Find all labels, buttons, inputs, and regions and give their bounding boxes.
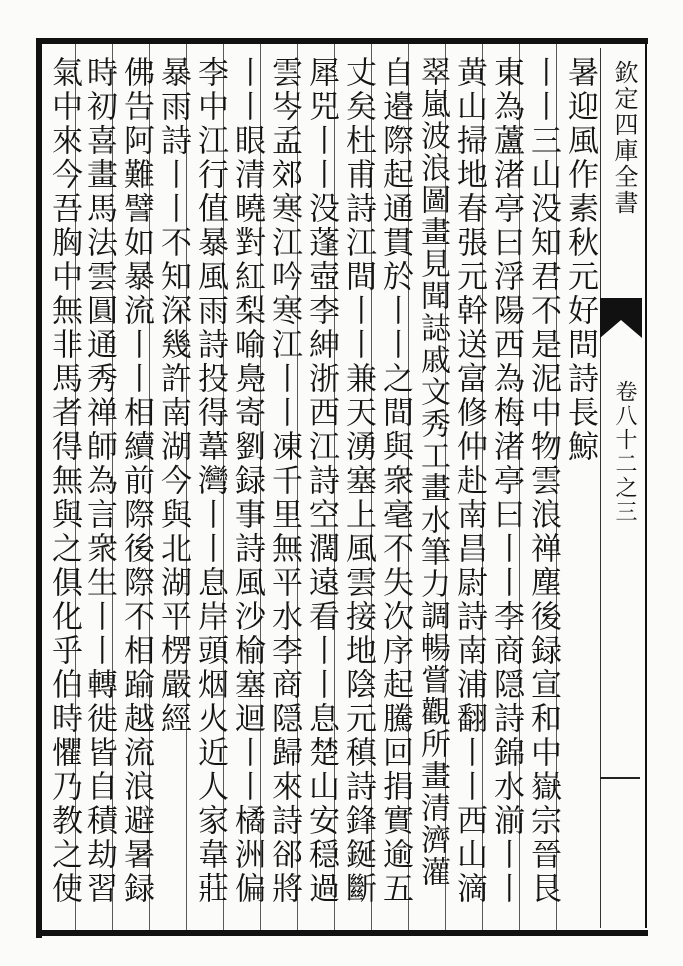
book-title: 欽定四庫全書: [610, 60, 638, 216]
margin-rule: [600, 777, 640, 779]
text-column-15: 氣中來今吾胸中無非馬者得無與之俱化乎伯時懼乃教之使: [46, 56, 82, 906]
text-column-7: 丈矣杜甫詩江間丨丨兼天湧塞上風雲接地陰元稹詩鋒鋋斷: [340, 56, 376, 906]
text-column-6: 自邉際起通貫於丨丨之間與衆毫不失次序起騰回捐實逾五: [377, 56, 413, 906]
text-column-13: 佛告阿難譬如暴流丨丨相續前際後際不相踰越流浪避暑録: [118, 56, 154, 906]
text-column-3: 東為蘆渚亭曰浮陽西為梅渚亭曰丨丨李商隠詩錦水湔丨丨: [488, 56, 524, 906]
text-column-9: 雲岑孟郊寒江吟寒江丨丨凍千里無平水李商隠歸來詩郤將: [266, 56, 302, 906]
text-column-1: 暑迎風作素秋元好問詩長鯨: [562, 56, 598, 464]
frame-bottom-border: [36, 930, 648, 936]
text-column-5: 翠嵐波浪圖畫見聞誌戚文秀工畫水筆力調暢嘗觀所畫清濟灌: [415, 56, 450, 888]
text-column-14: 時初喜畫馬法雲圓通秀禅師為言衆生丨丨轉徙皆自積劫習: [81, 56, 117, 906]
text-column-2: 丨丨三山没知君不是泥中物雲浪禅塵後録宣和中嶽宗晉艮: [525, 56, 561, 906]
fish-tail-mark: [600, 298, 642, 338]
text-column-12: 暴雨詩丨丨不知深幾許南湖今與北湖平楞嚴經: [155, 56, 191, 736]
text-column-10: 丨丨眼清曉對紅梨喻鳧寄劉録事詩風沙榆塞迴丨丨橘洲偏: [229, 56, 265, 906]
text-column-11: 李中江行值暴風雨詩投得葦灣丨丨息岸頭烟火近人家韋莊: [192, 56, 228, 906]
text-column-8: 犀兕丨丨没蓬壺李紳浙西江詩空濶遠看丨丨息楚山安穏過: [303, 56, 339, 906]
text-column-4: 黄山掃地春張元幹送富修仲赴南昌尉詩南浦翻丨丨西山滴: [451, 56, 487, 906]
juan-number: 卷八十二之三: [612, 380, 637, 524]
frame-right-border: [645, 38, 647, 928]
